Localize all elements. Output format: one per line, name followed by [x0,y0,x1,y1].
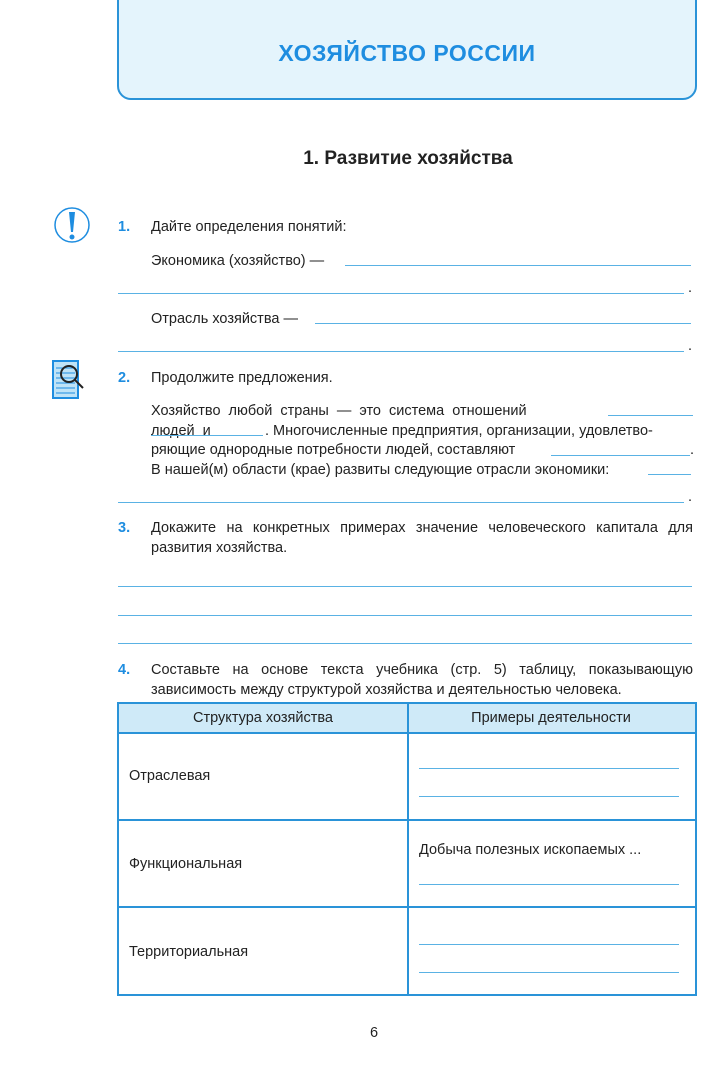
answer-line[interactable] [551,455,690,456]
answer-line[interactable] [118,502,684,503]
task-2-number: 2. [118,370,131,386]
task-4-text: Составьте на основе текста учебника (стр. 5) таблицу, показывающую зависимость между структурой хозяйства и деятельностью человека. [151,662,693,698]
table-row-structure: Отраслевая [129,768,211,784]
structure-table [117,702,697,996]
answer-line[interactable] [419,768,679,769]
answer-line[interactable] [151,435,263,436]
answer-line[interactable] [419,796,679,797]
answer-line[interactable] [648,474,691,475]
table-row-example: Добыча полезных ископаемых ... [419,842,642,858]
chapter-header [117,0,697,100]
answer-line[interactable] [419,972,679,973]
answer-line[interactable] [419,944,679,945]
table-row-structure: Функциональная [129,856,243,872]
answer-line[interactable] [118,586,692,587]
task-1-number: 1. [118,219,131,235]
table-row-structure: Территориальная [129,944,249,960]
term-economy: Экономика (хозяйство) — [151,253,325,269]
answer-line[interactable] [118,643,692,644]
table-header-structure: Структура хозяйства [119,704,407,734]
chapter-title: ХОЗЯЙСТВО РОССИИ [278,40,536,66]
answer-line[interactable] [608,415,693,416]
answer-line[interactable] [118,293,684,294]
task-3-number: 3. [118,520,131,536]
answer-line[interactable] [118,351,684,352]
task-1-text: Дайте определения понятий: [151,219,347,235]
answer-line[interactable] [315,323,691,324]
answer-line[interactable] [345,265,691,266]
answer-line[interactable] [419,884,679,885]
term-industry: Отрасль хозяйства — [151,311,298,327]
section-title: 1. Развитие хозяйства [303,148,513,169]
page-number: 6 [370,1025,379,1041]
table-header-examples: Примеры деятельности [407,704,695,734]
workbook-page: ХОЗЯЙСТВО РОССИИ 1. Развитие хозяйства 1. Дайте определения понятий: Экономика (хозяйство) — . Отрасль хозяйства — . 2. Продолжите предложения. Хозяйство любой страны — это система отношений людей и . Многочисленные предприятия, организации, удовлетво- ряющие однородные потребности людей, составляют . В нашей(м) области (крае) развиты следующие отрасли экономики: . 3. Докажите на конкретных примерах значение человеческого капитала для развития хозяйства. 4. Составьте на основе текста учебника (стр. 5) таблицу, показывающую зависимость между структурой хозяйства и деятельностью человека. Структура хозяйства Примеры деятельности Отраслевая Функциональная Добыча полезных ископаемых ... Территориальная 6 [0,0,716,1080]
task-2-line-4: В нашей(м) области (крае) развиты следующие отрасли экономики: [151,462,610,478]
task-2-line-1: Хозяйство любой страны — это система отношений людей и [151,403,527,439]
answer-line[interactable] [118,615,692,616]
magnifier-document-icon [52,360,92,400]
task-2-text: Продолжите предложения. [151,370,333,386]
task-4-number: 4. [118,662,131,678]
task-3-text: Докажите на конкретных примерах значение человеческого капитала для развития хозяйства. [151,520,693,556]
exclamation-icon [53,206,91,244]
task-2-line-2: . Многочисленные предприятия, организации, удовлетво- [265,423,653,439]
task-2-line-3: ряющие однородные потребности людей, составляют [151,442,516,458]
